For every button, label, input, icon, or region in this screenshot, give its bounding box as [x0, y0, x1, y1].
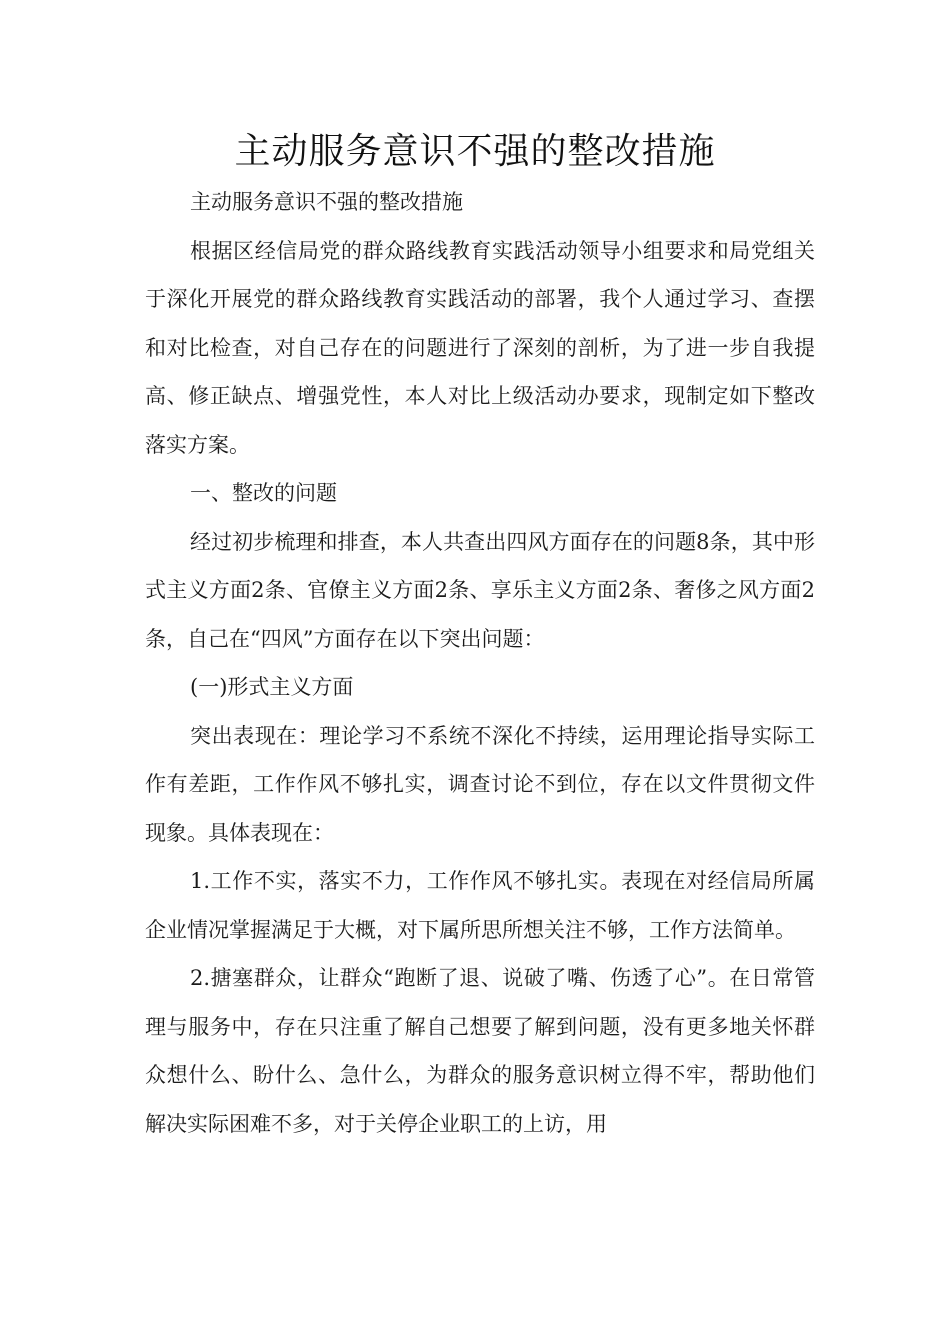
document-title: 主动服务意识不强的整改措施: [234, 131, 716, 172]
list-item-2: 2.搪塞群众，让群众“跑断了退、说破了嘴、伤透了心”。在日常管理与服务中，存在只注重了解自己想要了解到问题，没有更多地关怀群众想什么、盼什么、急什么，为群众的服务意识树立得不牢，帮助他们解决实际困难不多，对于关停企业职工的上访，用: [145, 966, 815, 1136]
document-body: [145, 178, 815, 1148]
paragraph-formalism-overview: 突出表现在：理论学习不系统不深化不持续，运用理论指导实际工作有差距，工作作风不够扎实，调查讨论不到位，存在以文件贯彻文件现象。具体表现在：: [145, 723, 815, 845]
subsection-heading-formalism: (一)形式主义方面: [190, 675, 354, 699]
paragraph-intro: 根据区经信局党的群众路线教育实践活动领导小组要求和局党组关于深化开展党的群众路线教育实践活动的部署，我个人通过学习、查摆和对比检查，对自己存在的问题进行了深刻的剖析，为了进一步自我提高、修正缺点、增强党性，本人对比上级活动办要求，现制定如下整改落实方案。: [145, 238, 815, 457]
list-item-1: 1.工作不实，落实不力，工作作风不够扎实。表现在对经信局所属企业情况掌握满足于大概，对下属所思所想关注不够，工作方法简单。: [145, 869, 815, 942]
section-heading-problems: 一、整改的问题: [190, 481, 337, 505]
paragraph-problem-summary: 经过初步梳理和排查，本人共查出四风方面存在的问题8条，其中形式主义方面2条、官僚主义方面2条、享乐主义方面2条、奢侈之风方面2条，自己在“四风”方面存在以下突出问题：: [145, 529, 815, 651]
paragraph-subtitle: 主动服务意识不强的整改措施: [190, 190, 463, 214]
